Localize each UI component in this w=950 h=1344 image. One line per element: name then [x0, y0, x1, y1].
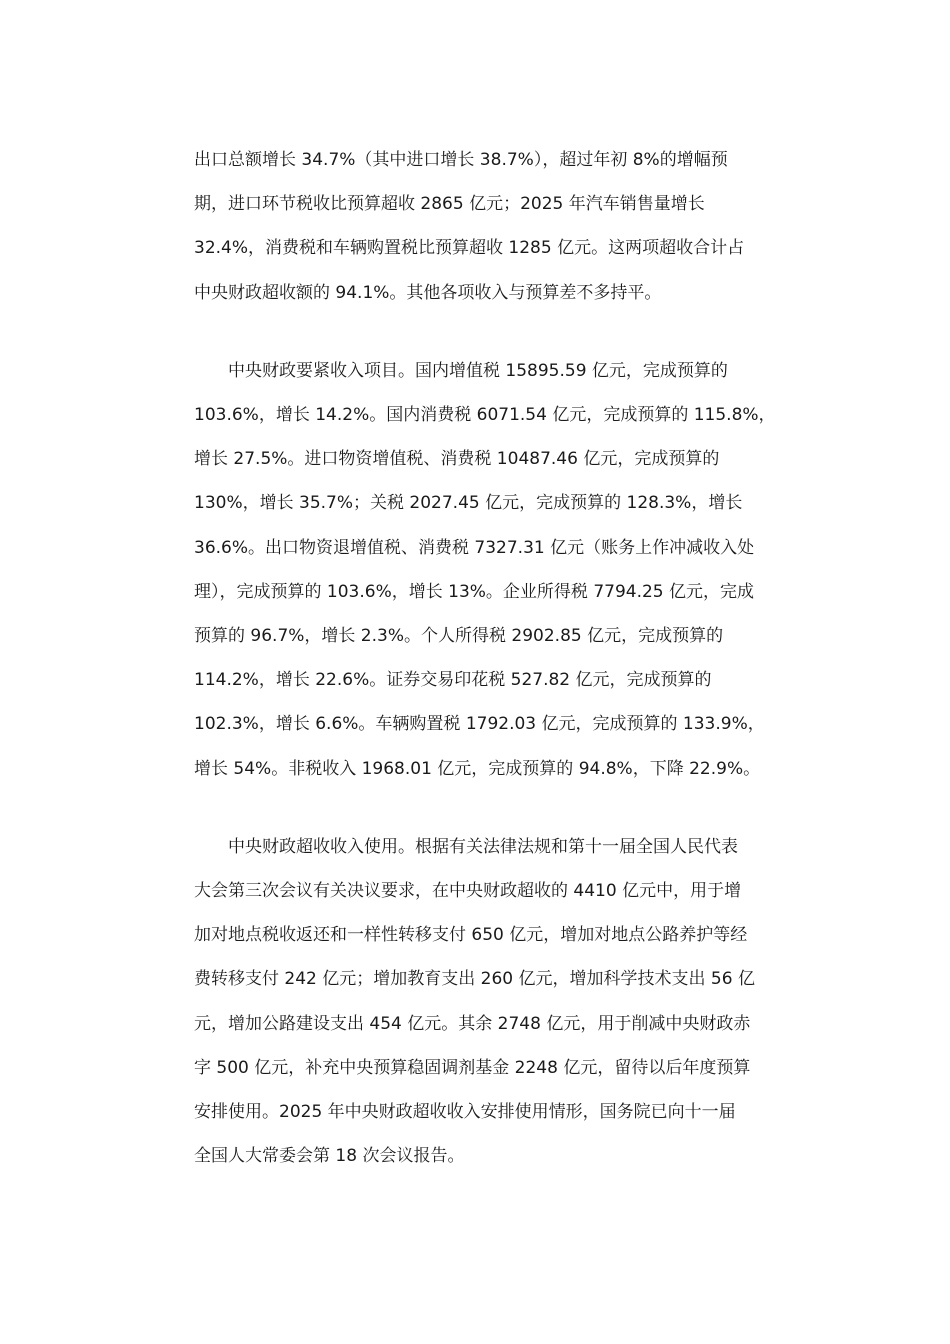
document-page [194, 138, 776, 1178]
text-line: 增长 54%。非税收入 1968.01 亿元，完成预算的 94.8%，下降 22.9%。 [194, 758, 761, 779]
text-line: 预算的 96.7%，增长 2.3%。个人所得税 2902.85 亿元，完成预算的 [194, 626, 724, 647]
text-line: 中央财政要紧收入项目。国内增值税 15895.59 亿元，完成预算的 [228, 360, 728, 381]
text-line: 期，进口环节税收比预算超收 2865 亿元；2025 年汽车销售量增长 [194, 194, 705, 215]
text-line: 103.6%，增长 14.2%。国内消费税 6071.54 亿元，完成预算的 115.8%， [194, 405, 776, 426]
text-line: 出口总额增长 34.7%（其中进口增长 38.7%），超过年初 8%的增幅预 [194, 150, 728, 170]
text-line: 安排使用。2025 年中央财政超收收入安排使用情形，国务院已向十一届 [194, 1102, 736, 1123]
text-line: 中央财政超收收入使用。根据有关法律法规和第十一届全国人民代表 [228, 836, 738, 857]
text-line: 130%，增长 35.7%；关税 2027.45 亿元，完成预算的 128.3%，增长 [194, 493, 743, 514]
text-line: 36.6%。出口物资退增值税、消费税 7327.31 亿元（账务上作冲减收入处 [194, 537, 755, 558]
text-line: 32.4%，消费税和车辆购置税比预算超收 1285 亿元。这两项超收合计占 [194, 238, 745, 259]
text-line: 费转移支付 242 亿元；增加教育支出 260 亿元，增加科学技术支出 56 亿 [194, 969, 755, 990]
paragraph-spacer [194, 315, 754, 349]
paragraph-surplus-usage [194, 825, 754, 1179]
paragraph-main-revenue-items [194, 349, 776, 791]
text-line: 字 500 亿元，补充中央预算稳固调剂基金 2248 亿元，留待以后年度预算 [194, 1057, 751, 1078]
text-line: 114.2%，增长 22.6%。证券交易印花税 527.82 亿元，完成预算的 [194, 670, 712, 691]
paragraph-export-revenue [194, 138, 754, 315]
text-line: 全国人大常委会第 18 次会议报告。 [194, 1146, 465, 1167]
text-line: 增长 27.5%。进口物资增值税、消费税 10487.46 亿元，完成预算的 [194, 449, 720, 470]
paragraph-spacer [194, 791, 754, 825]
text-line: 元，增加公路建设支出 454 亿元。其余 2748 亿元，用于削减中央财政赤 [194, 1013, 751, 1034]
text-line: 中央财政超收额的 94.1%。其他各项收入与预算差不多持平。 [194, 282, 662, 303]
text-line: 大会第三次会议有关决议要求，在中央财政超收的 4410 亿元中，用于增 [194, 881, 742, 902]
text-line: 加对地点税收返还和一样性转移支付 650 亿元，增加对地点公路养护等经 [194, 925, 748, 946]
text-line: 102.3%，增长 6.6%。车辆购置税 1792.03 亿元，完成预算的 133.9%， [194, 714, 765, 735]
text-line: 理），完成预算的 103.6%，增长 13%。企业所得税 7794.25 亿元，完成 [194, 581, 755, 602]
